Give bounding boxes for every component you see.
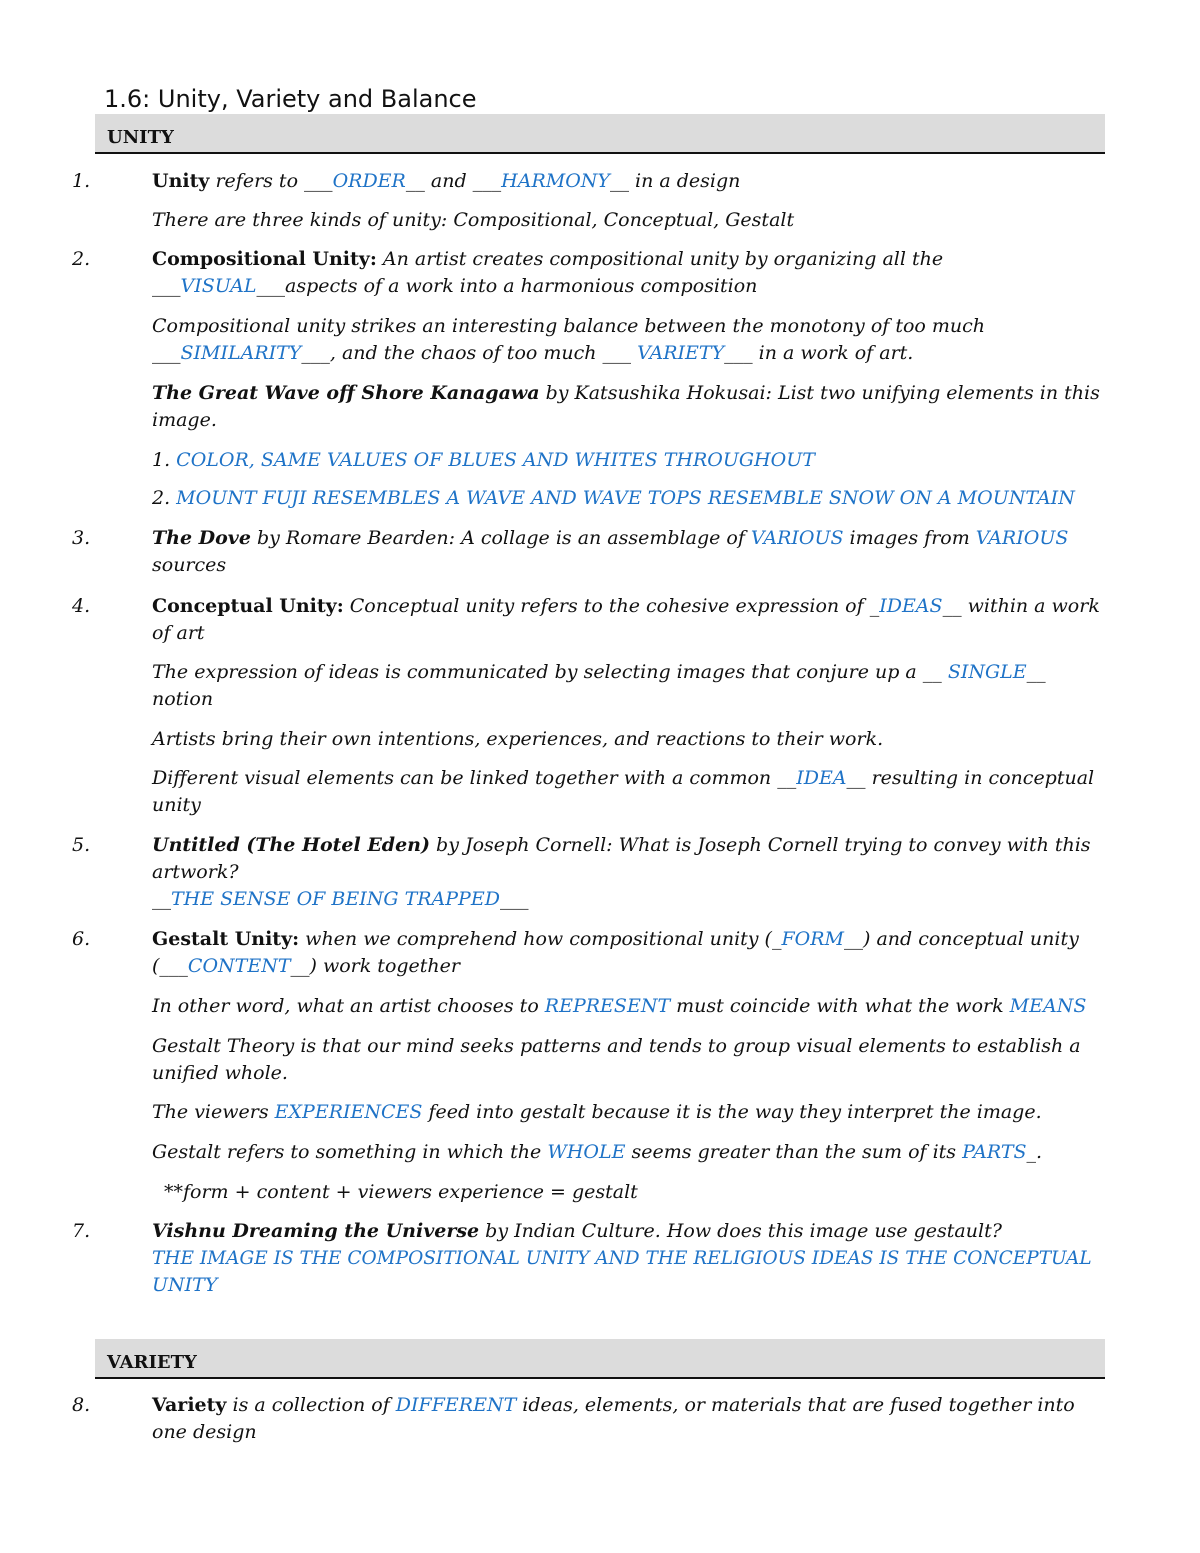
answer: COLOR, SAME VALUES OF BLUES AND WHITES THROUGHOUT bbox=[176, 449, 815, 471]
answer: IDEAS bbox=[879, 595, 943, 617]
q4-line-2: of art bbox=[152, 622, 205, 644]
text: by Romare Bearden: A collage is an assemblage of bbox=[250, 527, 751, 549]
text: _. bbox=[1026, 1141, 1043, 1163]
item-number: 6. bbox=[72, 928, 91, 950]
text: Conceptual unity refers to the cohesive expression of _ bbox=[343, 595, 880, 617]
q3-line bbox=[152, 525, 1102, 552]
answer: SINGLE bbox=[947, 661, 1027, 683]
text: ___, and the chaos of too much ___ bbox=[301, 342, 638, 364]
q4-para-4b: unity bbox=[152, 794, 201, 816]
q2-line bbox=[152, 246, 1102, 273]
answer: PARTS bbox=[962, 1141, 1027, 1163]
q1-note: There are three kinds of unity: Compositional, Conceptual, Gestalt bbox=[152, 209, 795, 231]
q8-line bbox=[152, 1392, 1102, 1419]
text: __ bbox=[152, 888, 171, 910]
q5-line-2: artwork? bbox=[152, 861, 239, 883]
artwork-title: The Great Wave off Shore Kanagawa bbox=[152, 382, 540, 404]
text: __) and conceptual unity bbox=[844, 928, 1079, 950]
answer: MEANS bbox=[1009, 995, 1087, 1017]
text: when we comprehend how compositional unity (_ bbox=[299, 928, 782, 950]
text: feed into gestalt because it is the way they interpret the image. bbox=[422, 1101, 1042, 1123]
answer: DIFFERENT bbox=[395, 1394, 517, 1416]
answer: VARIOUS bbox=[750, 527, 844, 549]
section-title-unity: UNITY bbox=[107, 127, 174, 148]
list-number: 1. bbox=[152, 449, 177, 471]
answer: THE SENSE OF BEING TRAPPED bbox=[171, 888, 500, 910]
q7-answer-2: UNITY bbox=[152, 1274, 218, 1296]
text: __ within a work bbox=[942, 595, 1100, 617]
text: ___ bbox=[152, 275, 181, 297]
answer: CONTENT bbox=[187, 955, 291, 977]
text: ideas, elements, or materials that are fused together into bbox=[516, 1394, 1075, 1416]
term: Conceptual Unity: bbox=[152, 595, 344, 617]
answer: IDEA bbox=[796, 767, 847, 789]
q6-para-3b: unified whole. bbox=[152, 1062, 288, 1084]
text: In other word, what an artist chooses to bbox=[152, 995, 545, 1017]
answer: SIMILARITY bbox=[180, 342, 302, 364]
section-header-unity bbox=[95, 114, 1105, 154]
text: An artist creates compositional unity by organizing all the bbox=[376, 248, 944, 270]
q4-line bbox=[152, 593, 1102, 620]
q4-para-4 bbox=[152, 765, 1102, 792]
q6-para-4 bbox=[152, 1099, 1102, 1126]
answer: HARMONY bbox=[501, 170, 610, 192]
answer: ORDER bbox=[332, 170, 406, 192]
page-title: 1.6: Unity, Variety and Balance bbox=[104, 85, 477, 113]
q2-list-1 bbox=[152, 447, 1102, 474]
text: images from bbox=[843, 527, 976, 549]
q4-para-2 bbox=[152, 659, 1102, 686]
q6-para-2 bbox=[152, 993, 1102, 1020]
q2-line-2 bbox=[152, 273, 1102, 300]
item-number: 7. bbox=[72, 1220, 91, 1242]
text: ___aspects of a work into a harmonious composition bbox=[256, 275, 758, 297]
text: __ resulting in conceptual bbox=[846, 767, 1095, 789]
text: __) work together bbox=[290, 955, 460, 977]
text: __ and ___ bbox=[405, 170, 502, 192]
text: Gestalt refers to something in which the bbox=[152, 1141, 548, 1163]
answer: VISUAL bbox=[180, 275, 257, 297]
q5-answer-line bbox=[152, 886, 1102, 913]
text: seems greater than the sum of its bbox=[625, 1141, 963, 1163]
answer: WHOLE bbox=[547, 1141, 626, 1163]
q2-para-2b bbox=[152, 340, 1102, 367]
q2-wave bbox=[152, 380, 1102, 407]
q4-para-3: Artists bring their own intentions, experiences, and reactions to their work. bbox=[152, 728, 884, 750]
term: Unity bbox=[152, 170, 210, 192]
list-number: 2. bbox=[152, 487, 177, 509]
q6-para-3: Gestalt Theory is that our mind seeks patterns and tends to group visual elements to establish a bbox=[152, 1035, 1081, 1057]
q3-line-2: sources bbox=[152, 554, 227, 576]
q6-line-2 bbox=[152, 953, 1102, 980]
text: ___ in a work of art. bbox=[724, 342, 914, 364]
q2-para-2: Compositional unity strikes an interesting balance between the monotony of too much bbox=[152, 315, 986, 337]
text: The viewers bbox=[152, 1101, 275, 1123]
q6-line bbox=[152, 926, 1102, 953]
answer: FORM bbox=[781, 928, 844, 950]
artwork-title: Vishnu Dreaming the Universe bbox=[152, 1220, 480, 1242]
item-number: 8. bbox=[72, 1394, 91, 1416]
text: is a collection of bbox=[226, 1394, 396, 1416]
text: ___ bbox=[499, 888, 529, 910]
q2-list-2 bbox=[152, 485, 1102, 512]
text: by Indian Culture. How does this image use gestault? bbox=[479, 1220, 1002, 1242]
artwork-title: The Dove bbox=[152, 527, 251, 549]
q1-line bbox=[152, 168, 1102, 195]
term: Compositional Unity: bbox=[152, 248, 377, 270]
text: __ in a design bbox=[609, 170, 741, 192]
q2-wave-2: image. bbox=[152, 409, 217, 431]
text: The expression of ideas is communicated by selecting images that conjure up a __ bbox=[152, 661, 948, 683]
answer: MOUNT FUJI RESEMBLES A WAVE AND WAVE TOPS RESEMBLE SNOW ON A MOUNTAIN bbox=[176, 487, 1075, 509]
section-title-variety: VARIETY bbox=[107, 1352, 197, 1373]
term: Variety bbox=[152, 1394, 227, 1416]
item-number: 1. bbox=[72, 170, 91, 192]
q8-line-2: one design bbox=[152, 1421, 257, 1443]
item-number: 3. bbox=[72, 527, 91, 549]
artwork-title: Untitled (The Hotel Eden) bbox=[152, 834, 430, 856]
text: by Katsushika Hokusai: List two unifying elements in this bbox=[539, 382, 1100, 404]
text: refers to ___ bbox=[209, 170, 333, 192]
q6-para-5 bbox=[152, 1139, 1102, 1166]
item-number: 4. bbox=[72, 595, 91, 617]
text: must coincide with what the work bbox=[670, 995, 1010, 1017]
text: Different visual elements can be linked together with a common __ bbox=[152, 767, 797, 789]
term: Gestalt Unity: bbox=[152, 928, 300, 950]
q7-answer: THE IMAGE IS THE COMPOSITIONAL UNITY AND THE RELIGIOUS IDEAS IS THE CONCEPTUAL bbox=[152, 1248, 1092, 1269]
text: (___ bbox=[152, 955, 188, 977]
answer: VARIETY bbox=[637, 342, 725, 364]
q6-formula: **form + content + viewers experience = gestalt bbox=[164, 1181, 638, 1203]
answer: EXPERIENCES bbox=[274, 1101, 423, 1123]
q4-para-2b: notion bbox=[152, 688, 214, 710]
answer: REPRESENT bbox=[544, 995, 671, 1017]
item-number: 2. bbox=[72, 248, 91, 270]
item-number: 5. bbox=[72, 834, 91, 856]
text: ___ bbox=[152, 342, 181, 364]
text: __ bbox=[1026, 661, 1046, 683]
answer: VARIOUS bbox=[975, 527, 1069, 549]
section-header-variety bbox=[95, 1339, 1105, 1379]
text: by Joseph Cornell: What is Joseph Cornell trying to convey with this bbox=[430, 834, 1091, 856]
q7-line bbox=[152, 1218, 1102, 1245]
q5-line bbox=[152, 832, 1102, 859]
